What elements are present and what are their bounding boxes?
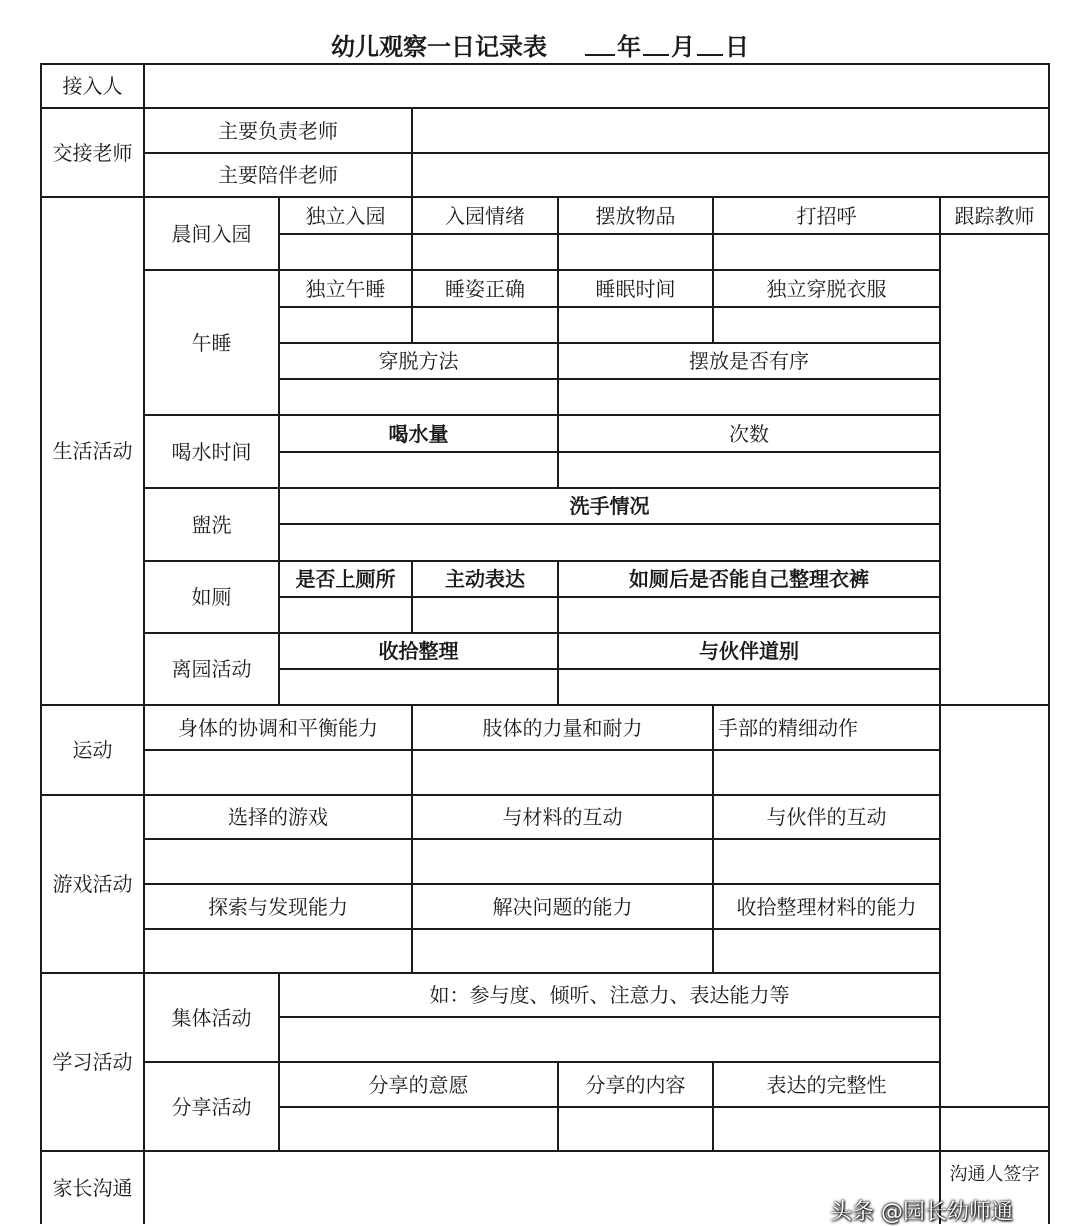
leave-label: 离园活动 — [171, 657, 252, 681]
month-label: 月 — [671, 32, 695, 61]
drink-col: 次数 — [729, 421, 769, 446]
nap-col: 睡姿正确 — [445, 276, 525, 301]
handover-label: 交接老师 — [52, 140, 133, 165]
wash-col: 洗手情况 — [569, 494, 650, 518]
nap-col2: 摆放是否有序 — [689, 349, 809, 373]
drink-col: 喝水量 — [388, 421, 449, 446]
grid-line — [278, 378, 940, 380]
group-activity-note: 如：参与度、倾听、注意力、表达能力等 — [429, 983, 790, 1007]
leave-col: 与伙伴道别 — [699, 639, 799, 663]
grid-line — [278, 451, 940, 453]
sport-col: 肢体的力量和耐力 — [482, 715, 643, 740]
toilet-col: 是否上厕所 — [295, 567, 396, 591]
source-watermark: 头条 @园长幼师通 — [830, 1199, 1013, 1225]
signature-label: 沟通人签字 — [949, 1164, 1040, 1185]
grid-line — [143, 749, 940, 751]
morning-col: 打招呼 — [796, 203, 857, 228]
grid-line — [939, 196, 941, 1224]
day-label: 日 — [725, 32, 749, 61]
group-activity-label: 集体活动 — [171, 1005, 252, 1030]
share-activity-label: 分享活动 — [171, 1094, 252, 1119]
game-col2: 解决问题的能力 — [492, 894, 633, 919]
grid-line — [411, 107, 413, 196]
grid-line — [143, 928, 940, 930]
leave-col: 收拾整理 — [378, 639, 459, 663]
morning-col: 摆放物品 — [595, 203, 676, 228]
page-title — [0, 26, 1080, 62]
year-label: 年 — [617, 32, 641, 61]
study-label: 学习活动 — [52, 1050, 133, 1074]
month-blank[interactable] — [643, 32, 669, 56]
grid-line — [143, 838, 940, 840]
morning-col: 入园情绪 — [445, 203, 525, 228]
toilet-col: 如厕后是否能自己整理衣裤 — [629, 567, 869, 591]
sport-label: 运动 — [72, 738, 113, 762]
game-label: 游戏活动 — [52, 872, 133, 896]
game-col: 与材料的互动 — [502, 805, 623, 829]
day-blank[interactable] — [697, 32, 723, 56]
share-col: 分享的内容 — [585, 1072, 686, 1097]
nap-label: 午睡 — [191, 330, 232, 355]
nap-col2: 穿脱方法 — [378, 349, 459, 373]
receiver-label: 接入人 — [62, 74, 123, 98]
game-col2: 收拾整理材料的能力 — [736, 894, 917, 919]
share-col: 分享的意愿 — [368, 1072, 469, 1097]
grid-line — [278, 668, 940, 670]
drink-label: 喝水时间 — [171, 439, 252, 464]
nap-col: 独立穿脱衣服 — [766, 276, 887, 301]
grid-line — [278, 1016, 940, 1018]
grid-line — [278, 1106, 1050, 1108]
title-main: 幼儿观察一日记录表 — [331, 32, 547, 61]
toilet-col: 主动表达 — [445, 567, 525, 591]
share-col: 表达的完整性 — [766, 1072, 887, 1097]
sport-col: 手部的精细动作 — [718, 715, 858, 740]
grid-line — [278, 306, 940, 308]
life-activity-label: 生活活动 — [52, 439, 133, 463]
grid-line — [40, 63, 1050, 65]
game-col2: 探索与发现能力 — [208, 894, 348, 919]
main-teacher-label: 主要负责老师 — [218, 118, 338, 143]
tracking-teacher-label: 跟踪教师 — [954, 203, 1035, 228]
wash-label: 盥洗 — [191, 512, 232, 537]
grid-line — [278, 233, 1050, 235]
grid-line — [278, 596, 940, 598]
grid-line — [1048, 63, 1050, 1224]
accompany-teacher-label: 主要陪伴老师 — [218, 163, 338, 187]
nap-col: 睡眠时间 — [595, 276, 676, 301]
parent-comm-label: 家长沟通 — [52, 1176, 133, 1200]
morning-col: 独立入园 — [305, 203, 386, 228]
game-col: 与伙伴的互动 — [766, 805, 887, 829]
nap-col: 独立午睡 — [305, 276, 386, 301]
year-blank[interactable] — [585, 32, 615, 56]
sport-col: 身体的协调和平衡能力 — [178, 715, 378, 740]
grid-line — [278, 523, 940, 525]
morning-arrival-label: 晨间入园 — [171, 221, 252, 246]
grid-line — [40, 1150, 1050, 1152]
toilet-label: 如厕 — [191, 585, 232, 609]
game-col: 选择的游戏 — [228, 805, 328, 829]
